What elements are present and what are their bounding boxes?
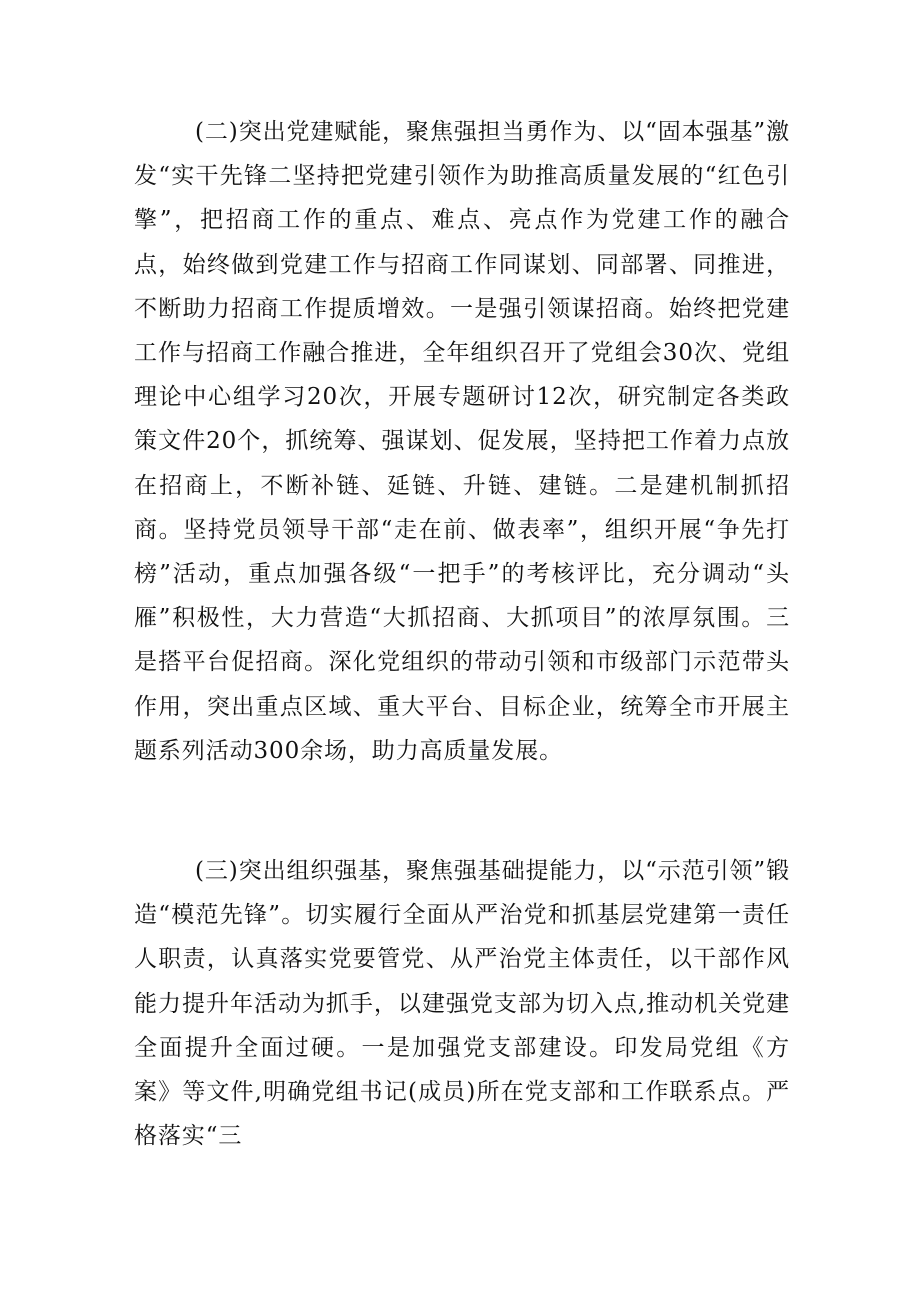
paragraph-party-building-empowerment: (二)突出党建赋能，聚焦强担当勇作为、以“固本强基”激发“实干先锋二坚持把党建引领作为助推高质量发展的“红色引擎”，把招商工作的重点、难点、亮点作为党建工作的融合点，始终做到党建工作与招商工作同谋划、同部署、同推进，不断助力招商工作提质增效。一是强引领谋招商。始终把党建工作与招商工作融合推进，全年组织召开了党组会30次、党组理论中心组学习20次，开展专题研讨12次，研究制定各类政策文件20个，抓统筹、强谋划、促发展，坚持把工作着力点放在招商上，不断补链、延链、升链、建链。二是建机制抓招商。坚持党员领导干部“走在前、做表率”，组织开展“争先打榜”活动，重点加强各级“一把手”的考核评比，充分调动“头雁”积极性，大力营造“大抓招商、大抓项目”的浓厚氛围。三是搭平台促招商。深化党组织的带动引领和市级部门示范带头作用，突出重点区域、重大平台、目标企业，统筹全市开展主题系列活动300余场，助力高质量发展。 [134,119,790,764]
paragraph-organization-foundation: (三)突出组织强基，聚焦强基础提能力，以“示范引领”锻造“模范先锋”。切实履行全面从严治党和抓基层党建第一责任人职责，认真落实党要管党、从严治党主体责任，以干部作风能力提升年活动为抓手，以建强党支部为切入点,推动机关党建全面提升全面过硬。一是加强党支部建设。印发局党组《方案》等文件,明确党组书记(成员)所在党支部和工作联系点。严格落实“三 [134,858,790,1150]
